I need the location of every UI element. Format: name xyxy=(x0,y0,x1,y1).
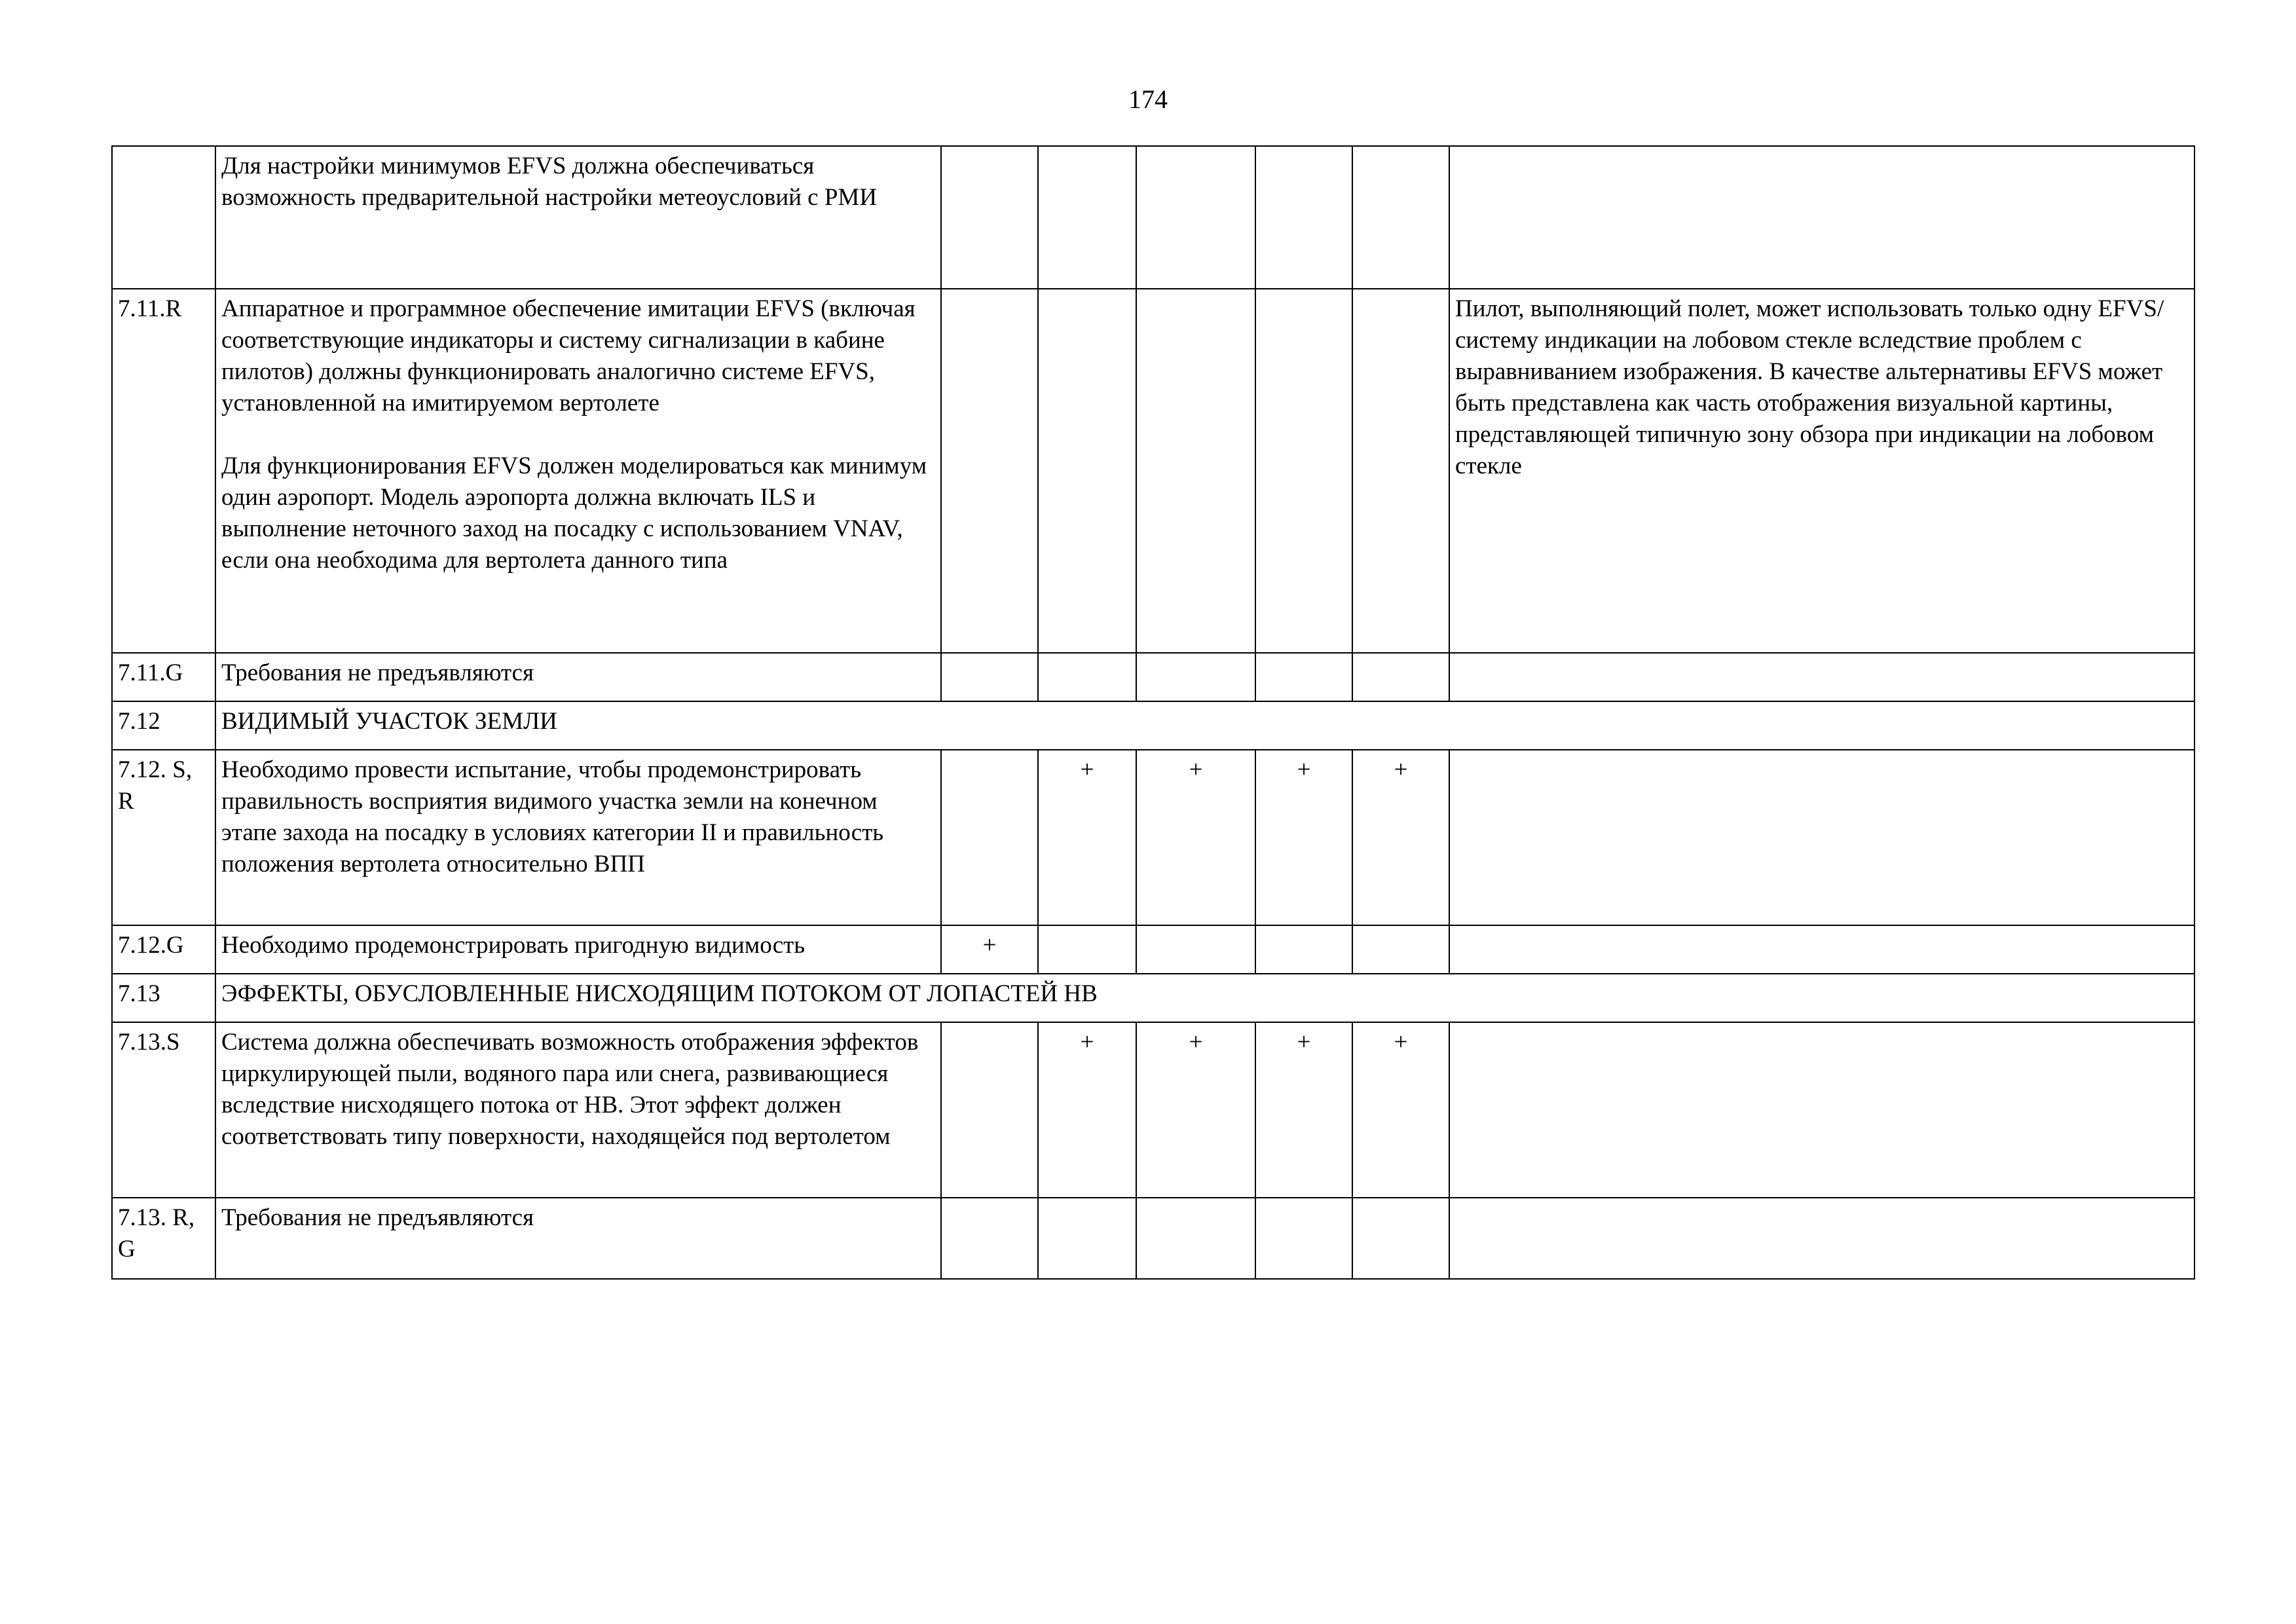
mark-cell xyxy=(1352,1198,1449,1279)
mark-cell xyxy=(1038,289,1136,653)
mark-cell xyxy=(1136,653,1255,701)
requirement-paragraph: Требования не предъявляются xyxy=(221,1204,534,1231)
section-row xyxy=(112,974,2194,1022)
requirement-paragraph: Необходимо провести испытание, чтобы продемонстрировать правильность восприятия видимого участка земли на конечном этапе захода на посадку в условиях категории II и правильность положения вертолета относительно ВПП xyxy=(221,756,884,877)
requirement-text xyxy=(215,1198,941,1279)
requirement-code: 7.13. R, G xyxy=(112,1198,215,1279)
mark-cell xyxy=(1255,146,1352,289)
requirement-paragraph: Система должна обеспечивать возможность отображения эффектов циркулирующей пыли, водяного пара или снега, развивающиеся вследствие нисходящего потока от НВ. Этот эффект должен соответствовать типу поверхности, находящейся под вертолетом xyxy=(221,1029,919,1150)
mark-cell xyxy=(941,750,1038,925)
section-row xyxy=(112,701,2194,750)
requirement-text xyxy=(215,653,941,701)
section-code: 7.12 xyxy=(112,701,215,750)
requirement-text xyxy=(215,146,941,289)
mark-cell xyxy=(1352,289,1449,653)
mark-cell: + xyxy=(1255,750,1352,925)
requirement-code: 7.11.R xyxy=(112,289,215,653)
remark-cell xyxy=(1449,289,2194,653)
mark-cell xyxy=(1255,1198,1352,1279)
requirement-code: 7.12. S, R xyxy=(112,750,215,925)
table-row xyxy=(112,925,2194,974)
mark-cell: + xyxy=(1255,1022,1352,1198)
requirement-text xyxy=(215,750,941,925)
requirement-code xyxy=(112,146,215,289)
mark-cell xyxy=(1136,146,1255,289)
mark-cell: + xyxy=(1352,1022,1449,1198)
mark-cell xyxy=(1255,289,1352,653)
mark-cell xyxy=(1352,925,1449,974)
requirement-paragraph: Требования не предъявляются xyxy=(221,659,534,686)
mark-cell: + xyxy=(1352,750,1449,925)
mark-cell xyxy=(1136,1198,1255,1279)
requirement-code: 7.13.S xyxy=(112,1022,215,1198)
table-row xyxy=(112,653,2194,701)
mark-cell xyxy=(1038,146,1136,289)
requirement-code: 7.12.G xyxy=(112,925,215,974)
mark-cell xyxy=(941,1198,1038,1279)
mark-cell xyxy=(1038,925,1136,974)
table-row xyxy=(112,750,2194,925)
mark-cell xyxy=(1255,925,1352,974)
mark-cell: + xyxy=(941,925,1038,974)
mark-cell xyxy=(941,289,1038,653)
mark-cell: + xyxy=(1136,1022,1255,1198)
mark-cell: + xyxy=(1136,750,1255,925)
remark-cell xyxy=(1449,750,2194,925)
remark-cell xyxy=(1449,1022,2194,1198)
mark-cell: + xyxy=(1038,750,1136,925)
requirement-text xyxy=(215,1022,941,1198)
mark-cell xyxy=(1136,925,1255,974)
requirements-table xyxy=(111,145,2195,1280)
mark-cell xyxy=(1038,653,1136,701)
requirement-paragraph: Необходимо продемонстрировать пригодную видимость xyxy=(221,932,805,959)
requirement-code: 7.11.G xyxy=(112,653,215,701)
mark-cell xyxy=(1038,1198,1136,1279)
remark-cell xyxy=(1449,146,2194,289)
page-number: 174 xyxy=(1128,84,1168,114)
mark-cell xyxy=(1352,653,1449,701)
requirement-paragraph: Аппаратное и программное обеспечение имитации EFVS (включая соответствующие индикаторы и систему сигнализации в кабине пилотов) должны функционировать аналогично системе EFVS, установленной на имитируемом вертолете xyxy=(221,295,916,416)
section-title: ЭФФЕКТЫ, ОБУСЛОВЛЕННЫЕ НИСХОДЯЩИМ ПОТОКОМ ОТ ЛОПАСТЕЙ НВ xyxy=(215,974,2194,1022)
requirement-paragraph: Для функционирования EFVS должен моделироваться как минимум один аэропорт. Модель аэропорта должна включать ILS и выполнение неточного заход на посадку с использованием VNAV, если она необходима для вертолета данного типа xyxy=(221,452,927,574)
table-row xyxy=(112,146,2194,289)
remark-cell xyxy=(1449,653,2194,701)
remark-cell xyxy=(1449,1198,2194,1279)
mark-cell: + xyxy=(1038,1022,1136,1198)
section-title: ВИДИМЫЙ УЧАСТОК ЗЕМЛИ xyxy=(215,701,2194,750)
mark-cell xyxy=(1255,653,1352,701)
remark-cell xyxy=(1449,925,2194,974)
section-code: 7.13 xyxy=(112,974,215,1022)
mark-cell xyxy=(1352,146,1449,289)
table-row xyxy=(112,1198,2194,1279)
table-row xyxy=(112,289,2194,653)
table-row xyxy=(112,1022,2194,1198)
requirement-paragraph: Для настройки минимумов EFVS должна обеспечиваться возможность предварительной настройки метеоусловий с РМИ xyxy=(221,153,878,211)
mark-cell xyxy=(941,653,1038,701)
requirement-text xyxy=(215,925,941,974)
mark-cell xyxy=(1136,289,1255,653)
requirement-text xyxy=(215,289,941,653)
mark-cell xyxy=(941,146,1038,289)
remark-text: Пилот, выполняющий полет, может использовать только одну EFVS/систему индикации на лобовом стекле вследствие проблем с выравниванием изображения. В качестве альтернативы EFVS может быть представлена как часть отображения визуальной картины, представляющей типичную зону обзора при индикации на лобовом стекле xyxy=(1455,295,2164,479)
mark-cell xyxy=(941,1022,1038,1198)
